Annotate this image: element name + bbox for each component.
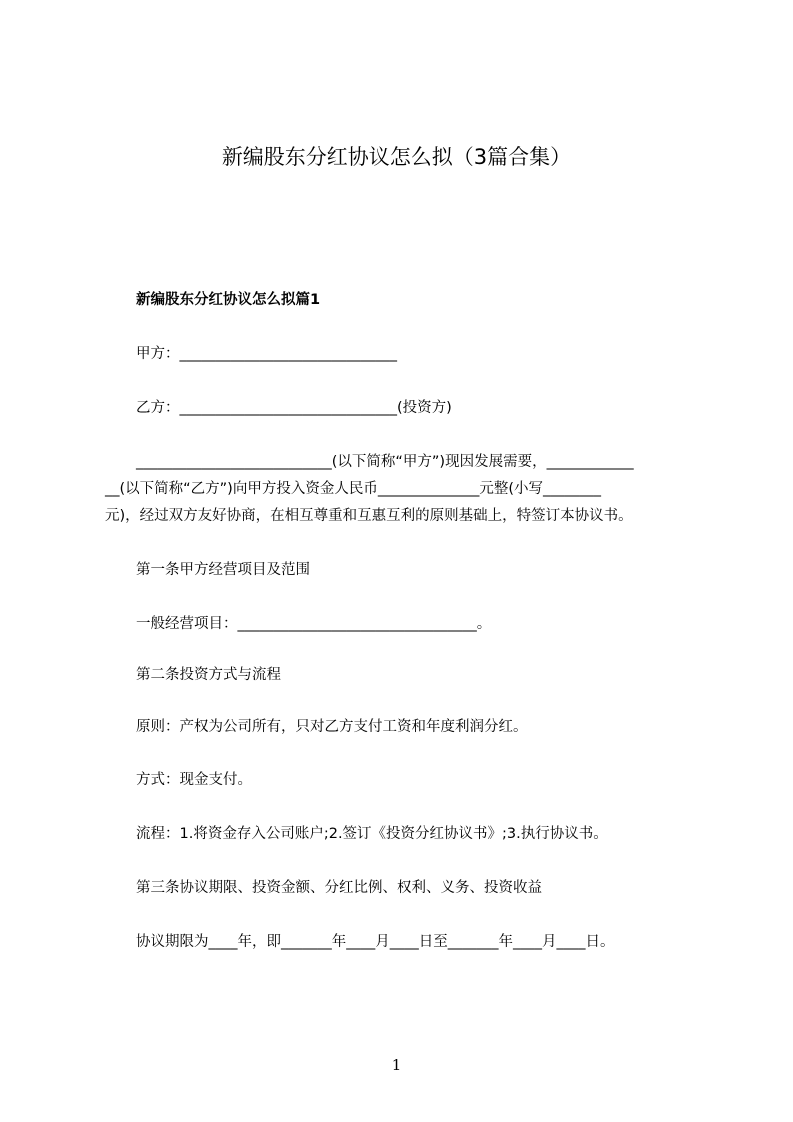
article-2-heading: 第二条投资方式与流程: [136, 667, 281, 683]
page-number: 1: [391, 1056, 402, 1074]
intro-paragraph-line-3: 元)，经过双方友好协商，在相互尊重和互惠互利的原则基础上，特签订本协议书。: [105, 508, 633, 524]
intro-paragraph-line-2: __(以下简称“乙方”)向甲方投入资金人民币______________元整(小写________: [105, 481, 601, 497]
intro-paragraph-line-1: ___________________________(以下简称“甲方”)现因发展需要，____________: [136, 454, 634, 470]
method-line: 方式：现金支付。: [136, 772, 252, 788]
article-1-heading: 第一条甲方经营项目及范围: [136, 562, 310, 578]
process-line: 流程：1.将资金存入公司账户;2.签订《投资分红协议书》;3.执行协议书。: [136, 826, 608, 842]
document-title: 新编股东分红协议怎么拟（3篇合集）: [221, 145, 572, 169]
term-line: 协议期限为____年，即_______年____月____日至_______年____月____日。: [136, 934, 615, 950]
principle-line: 原则：产权为公司所有，只对乙方支付工资和年度利润分红。: [136, 719, 528, 735]
party-a-line: 甲方：______________________________: [136, 346, 397, 362]
party-b-line: 乙方：______________________________(投资方): [136, 400, 452, 416]
business-scope-line: 一般经营项目：_________________________________。: [136, 616, 492, 632]
section-heading: 新编股东分红协议怎么拟篇1: [136, 292, 321, 308]
article-3-heading: 第三条协议期限、投资金额、分红比例、权利、义务、投资收益: [136, 880, 542, 896]
